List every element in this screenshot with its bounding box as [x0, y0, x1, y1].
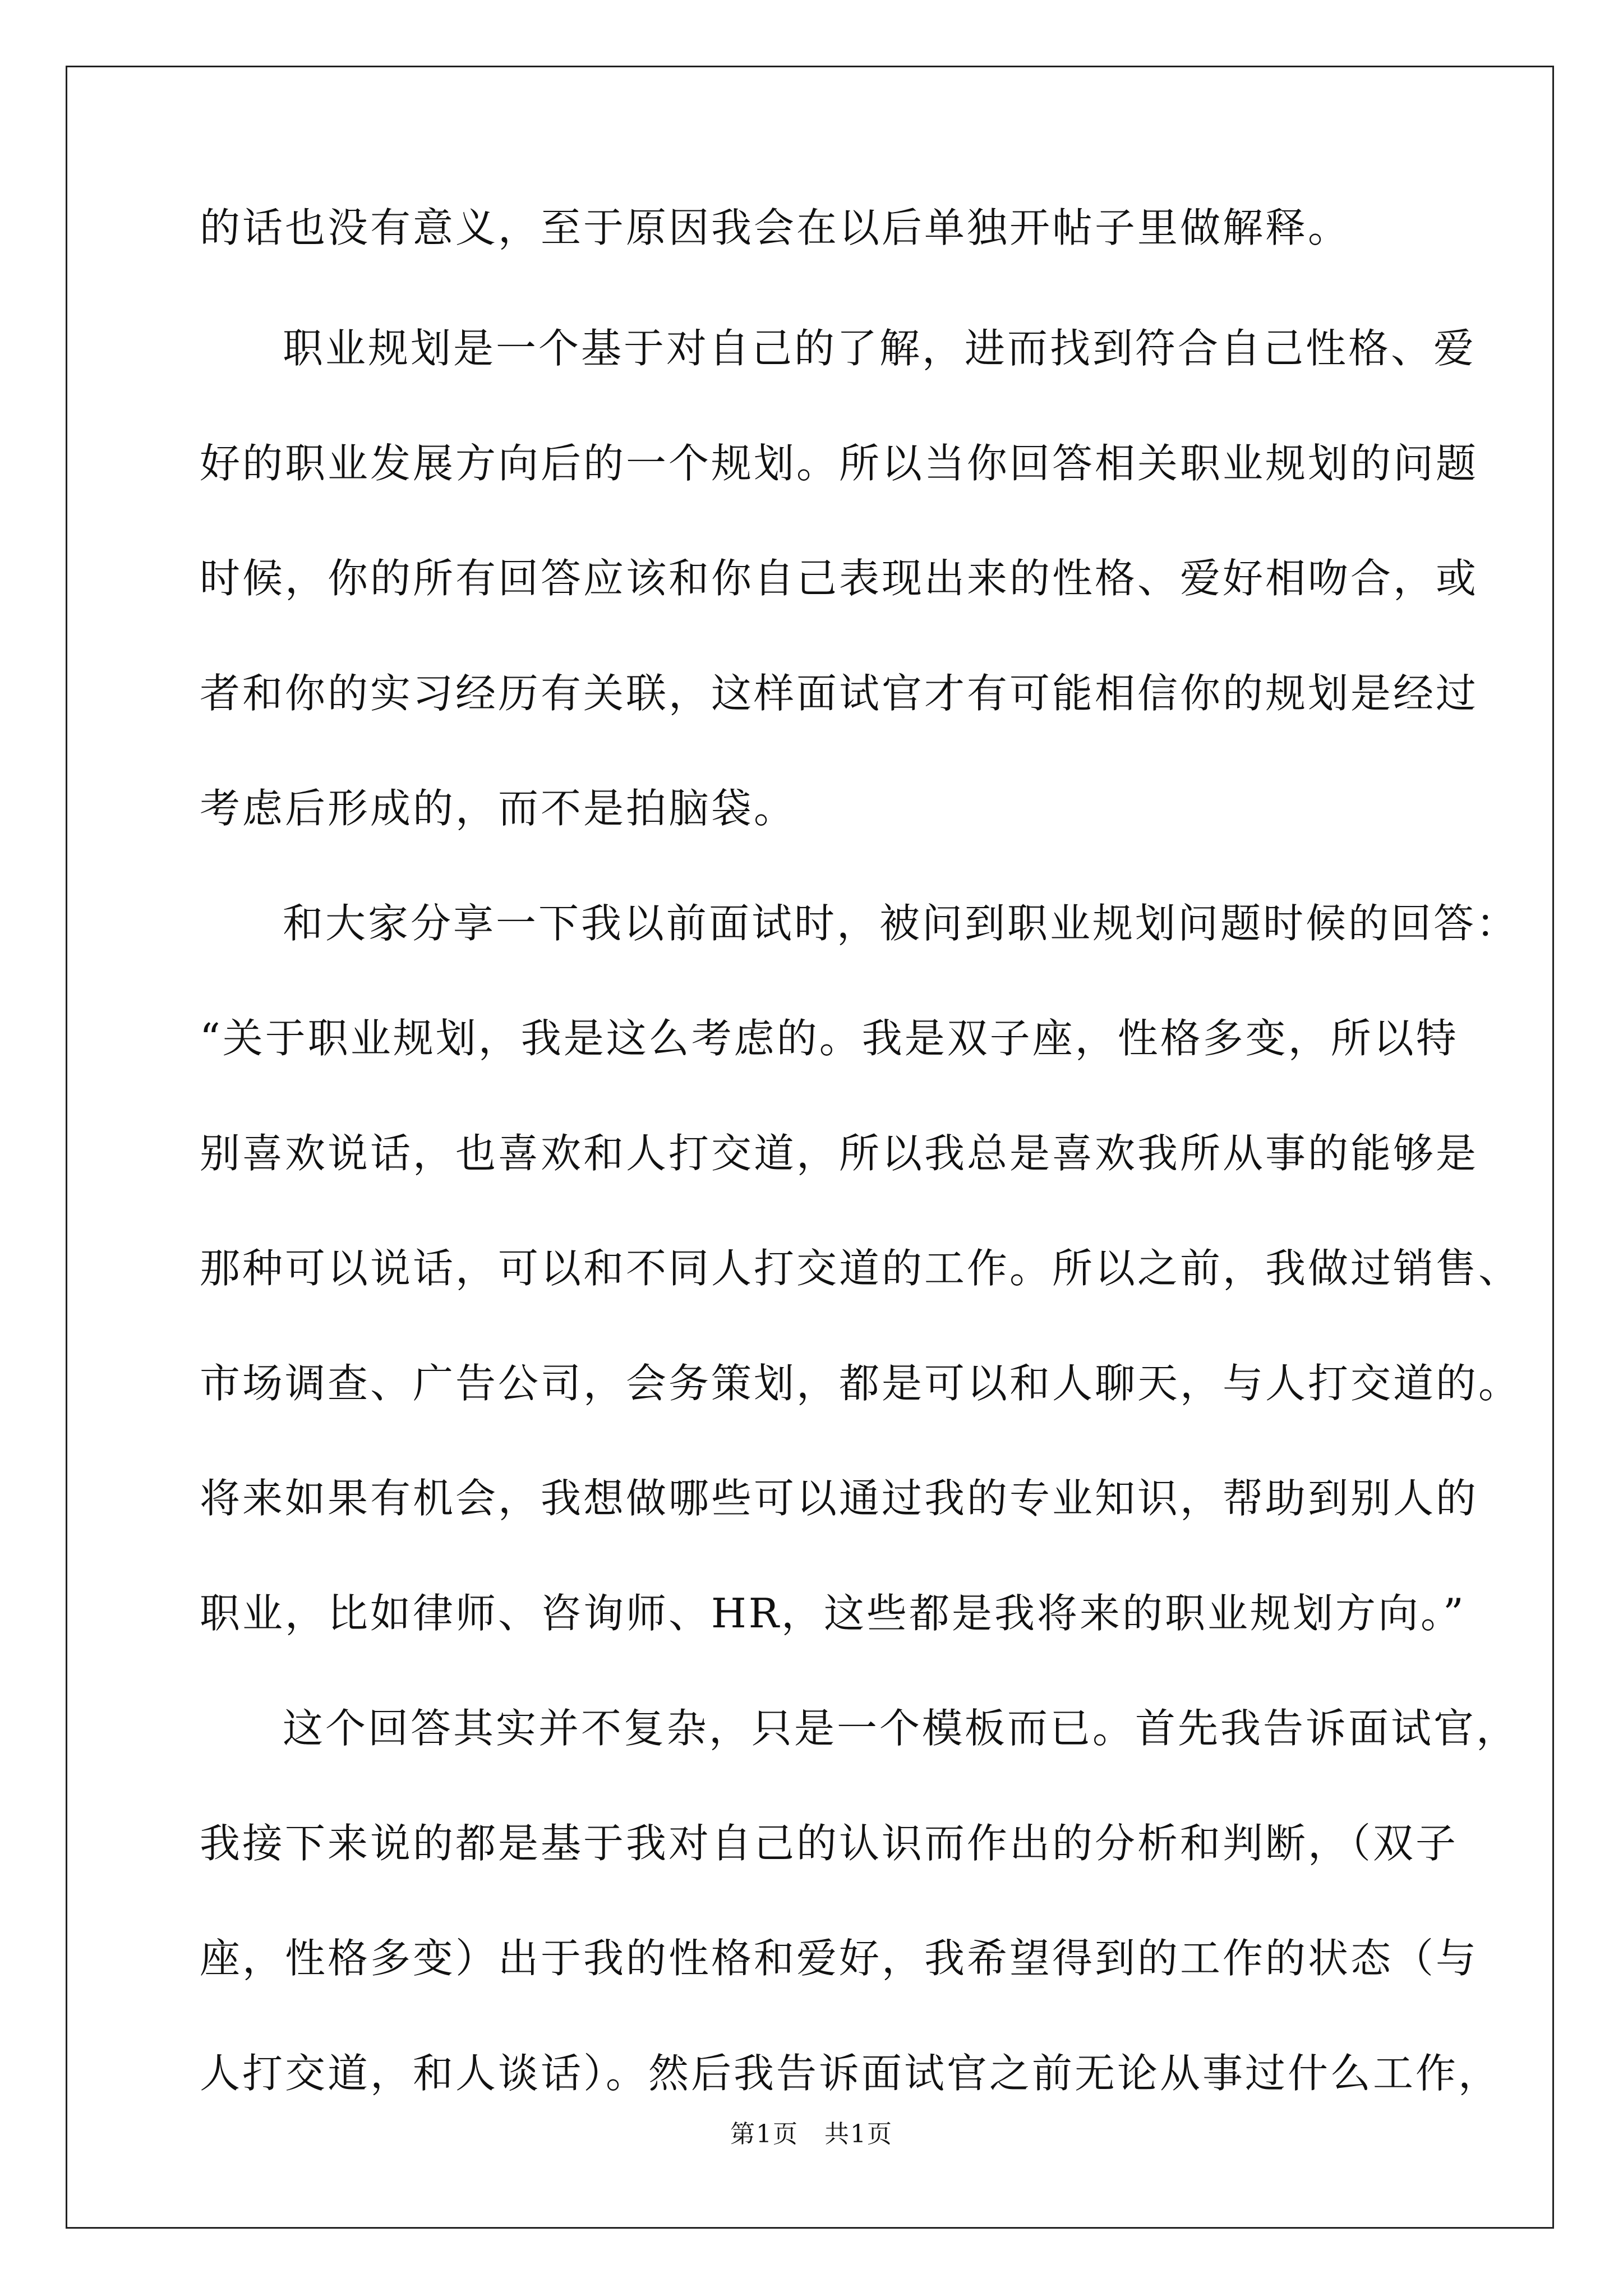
text-line: “关于职业规划，我是这么考虑的。我是双子座，性格多变，所以特: [200, 1015, 1459, 1062]
text-line: 座，性格多变）出于我的性格和爱好，我希望得到的工作的状态（与: [200, 1935, 1479, 1982]
text-line: 考虑后形成的，而不是拍脑袋。: [200, 785, 797, 832]
text-line: 职业，比如律师、咨询师、HR，这些都是我将来的职业规划方向。”: [200, 1590, 1466, 1637]
paragraph-start-line: 这个回答其实并不复杂，只是一个模板而已。首先我告诉面试官，: [283, 1705, 1519, 1752]
text-line: 的话也没有意义，至于原因我会在以后单独开帖子里做解释。: [200, 204, 1351, 251]
paragraph-start-line: 职业规划是一个基于对自己的了解，进而找到符合自己性格、爱: [283, 325, 1477, 372]
text-line: 者和你的实习经历有关联，这样面试官才有可能相信你的规划是经过: [200, 670, 1479, 717]
text-line: 时候，你的所有回答应该和你自己表现出来的性格、爱好相吻合，或: [200, 555, 1479, 602]
text-line: 市场调查、广告公司，会务策划，都是可以和人聊天，与人打交道的。: [200, 1360, 1521, 1407]
text-line: 别喜欢说话，也喜欢和人打交道，所以我总是喜欢我所从事的能够是: [200, 1130, 1479, 1177]
paragraph-start-line: 和大家分享一下我以前面试时，被问到职业规划问题时候的回答：: [283, 900, 1519, 947]
text-line: 那种可以说话，可以和不同人打交道的工作。所以之前，我做过销售、: [200, 1245, 1521, 1292]
text-line: 将来如果有机会，我想做哪些可以通过我的专业知识，帮助到别人的: [200, 1475, 1479, 1522]
text-line: 好的职业发展方向后的一个规划。所以当你回答相关职业规划的问题: [200, 440, 1479, 487]
page-number-footer: 第1页 共1页: [730, 2120, 893, 2148]
text-line: 人打交道，和人谈话）。然后我告诉面试官之前无论从事过什么工作，: [200, 2050, 1501, 2097]
text-line: 我接下来说的都是基于我对自己的认识而作出的分析和判断，（双子: [200, 1820, 1459, 1867]
